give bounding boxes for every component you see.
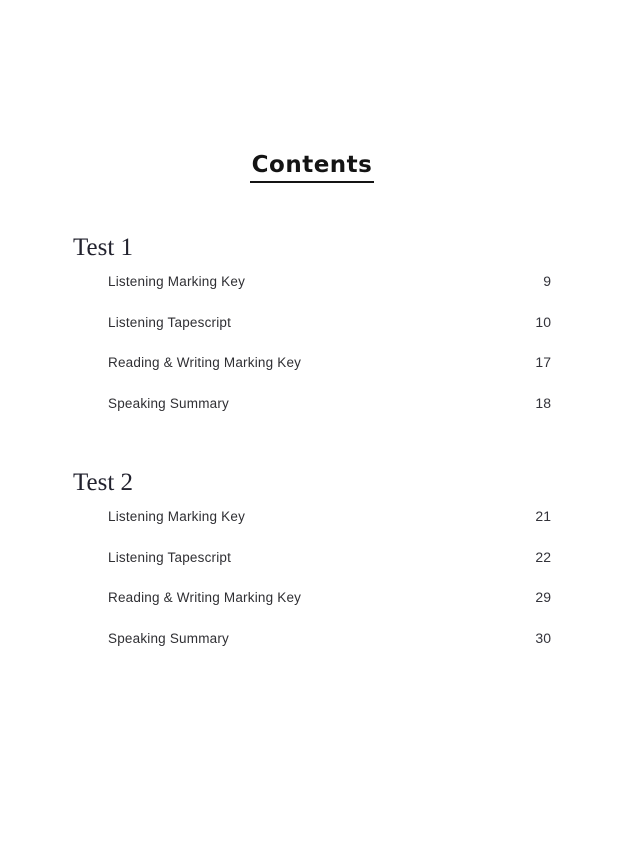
toc-entry-page-number: 29 [535, 589, 551, 605]
toc-entry-page-number: 22 [535, 548, 551, 565]
toc-entry-page-number: 9 [543, 273, 551, 289]
toc-entry-label: Listening Tapescript [108, 314, 232, 330]
toc-entry-page-number: 17 [535, 354, 551, 370]
toc-entry [108, 314, 551, 331]
toc-entry-page-number: 18 [535, 394, 551, 411]
page-title: Contents [250, 152, 375, 183]
toc-entry [108, 508, 551, 525]
toc-list-test-2 [108, 508, 551, 670]
toc-entry-label: Listening Tapescript [108, 549, 232, 565]
toc-entry [108, 549, 551, 566]
toc-entry-label: Listening Marking Key [108, 274, 246, 289]
toc-entry-page-number: 21 [535, 508, 551, 524]
section-heading-test-2: Test 2 [73, 469, 134, 496]
toc-entry [108, 273, 551, 290]
toc-entry-page-number: 10 [535, 313, 551, 330]
toc-entry [108, 395, 551, 412]
toc-entry-label: Reading & Writing Marking Key [108, 355, 302, 370]
toc-entry-label: Speaking Summary [108, 395, 230, 411]
toc-list-test-1 [108, 273, 551, 435]
page-title-container [0, 152, 624, 183]
toc-entry [108, 354, 551, 371]
toc-entry-label: Speaking Summary [108, 630, 230, 646]
toc-entry-page-number: 30 [535, 629, 551, 646]
toc-entry-label: Reading & Writing Marking Key [108, 590, 302, 605]
section-heading-test-1: Test 1 [73, 234, 134, 261]
toc-entry-label: Listening Marking Key [108, 509, 246, 524]
toc-entry [108, 589, 551, 606]
toc-entry [108, 630, 551, 647]
